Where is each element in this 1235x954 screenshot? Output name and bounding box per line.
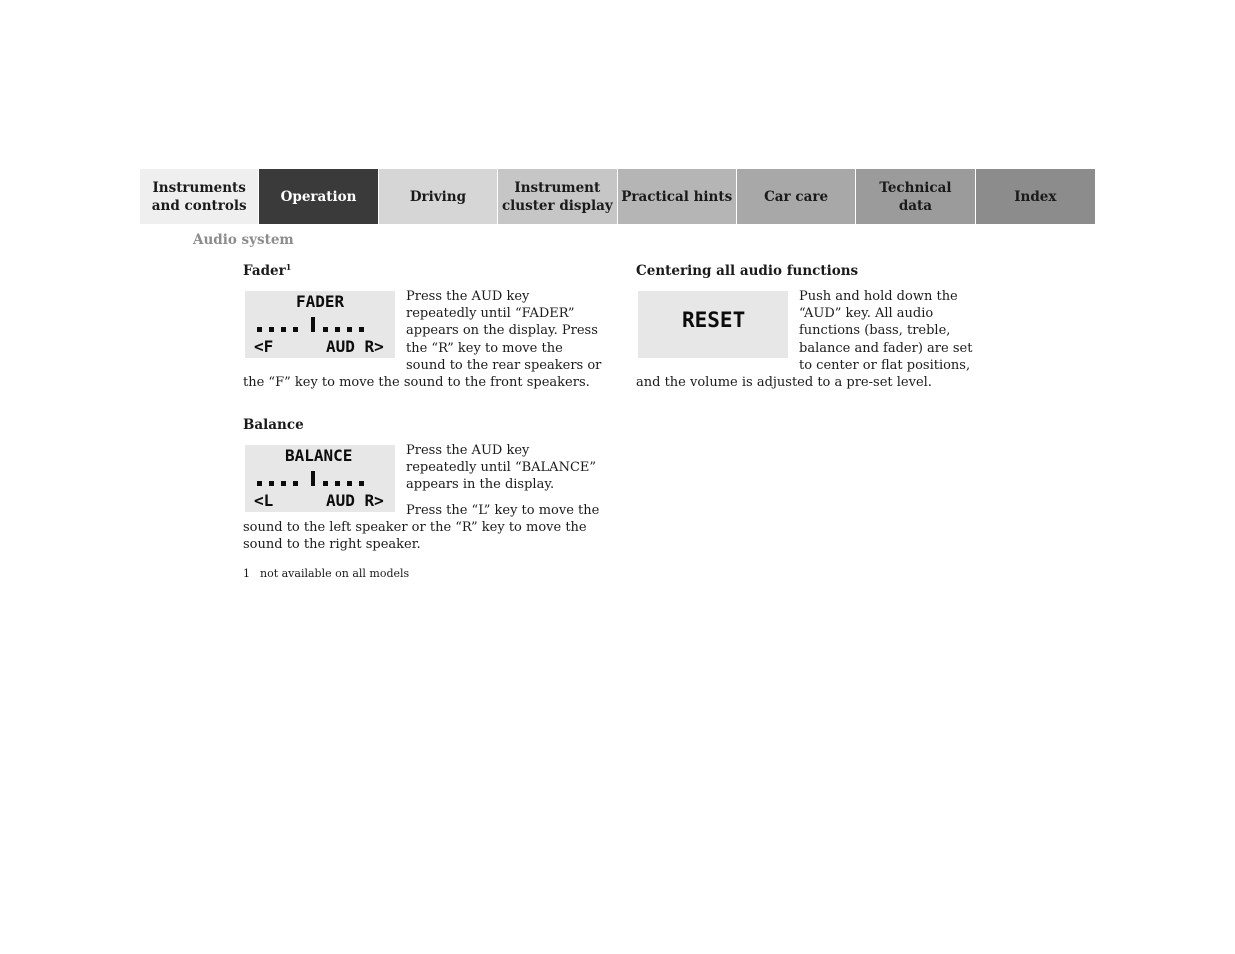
fader-section — [243, 288, 603, 391]
fader-display-title: FADER — [296, 292, 345, 311]
tab-driving[interactable]: Driving — [379, 169, 498, 224]
chapter-tabs — [140, 169, 1095, 224]
centering-text: Push and hold down the “AUD” key. All audio functions (bass, treble, balance and fader) are set to center or flat positions, and the volume is adjusted to a pre-set level. — [636, 289, 973, 391]
balance-heading: Balance — [243, 417, 304, 433]
fader-display-right: AUD R> — [326, 337, 384, 356]
balance-display-image — [245, 445, 395, 512]
section-title: Audio system — [193, 232, 294, 248]
tab-practical-hints[interactable]: Practical hints — [618, 169, 737, 224]
tab-instruments-and-controls[interactable]: Instruments and controls — [140, 169, 259, 224]
tab-instrument-cluster-display[interactable]: Instrument cluster display — [498, 169, 617, 224]
tab-technical-data[interactable]: Technical data — [856, 169, 975, 224]
centering-section — [636, 288, 988, 391]
balance-text-1: Press the AUD key repeatedly until “BALANCE” appears in the display. — [406, 443, 597, 493]
fader-heading — [243, 263, 291, 279]
footnote-number: 1 — [243, 567, 250, 580]
balance-section — [243, 442, 603, 553]
footnote — [243, 567, 409, 580]
centering-heading: Centering all audio functions — [636, 263, 859, 279]
balance-display-title: BALANCE — [285, 446, 353, 465]
reset-display-text: RESET — [682, 308, 746, 332]
footnote-ref: 1 — [285, 262, 292, 272]
reset-display-image — [638, 291, 788, 358]
fader-heading-text: Fader — [243, 263, 286, 279]
tab-index[interactable]: Index — [976, 169, 1095, 224]
balance-display-right: AUD R> — [326, 491, 384, 510]
fader-display-image — [245, 291, 395, 358]
tab-car-care[interactable]: Car care — [737, 169, 856, 224]
balance-display-left: <L — [254, 491, 274, 510]
fader-display-left: <F — [254, 337, 274, 356]
balance-text-2: Press the “L” key to move the sound to the left speaker or the “R” key to move the sound to the right speaker. — [243, 502, 600, 553]
footnote-text: not available on all models — [260, 567, 410, 580]
tab-operation[interactable]: Operation — [259, 169, 378, 224]
fader-text: Press the AUD key repeatedly until “FADER” appears on the display. Press the “R” key to move the sound to the rear speakers or the “F” key to move the sound to the front speakers. — [243, 289, 602, 391]
